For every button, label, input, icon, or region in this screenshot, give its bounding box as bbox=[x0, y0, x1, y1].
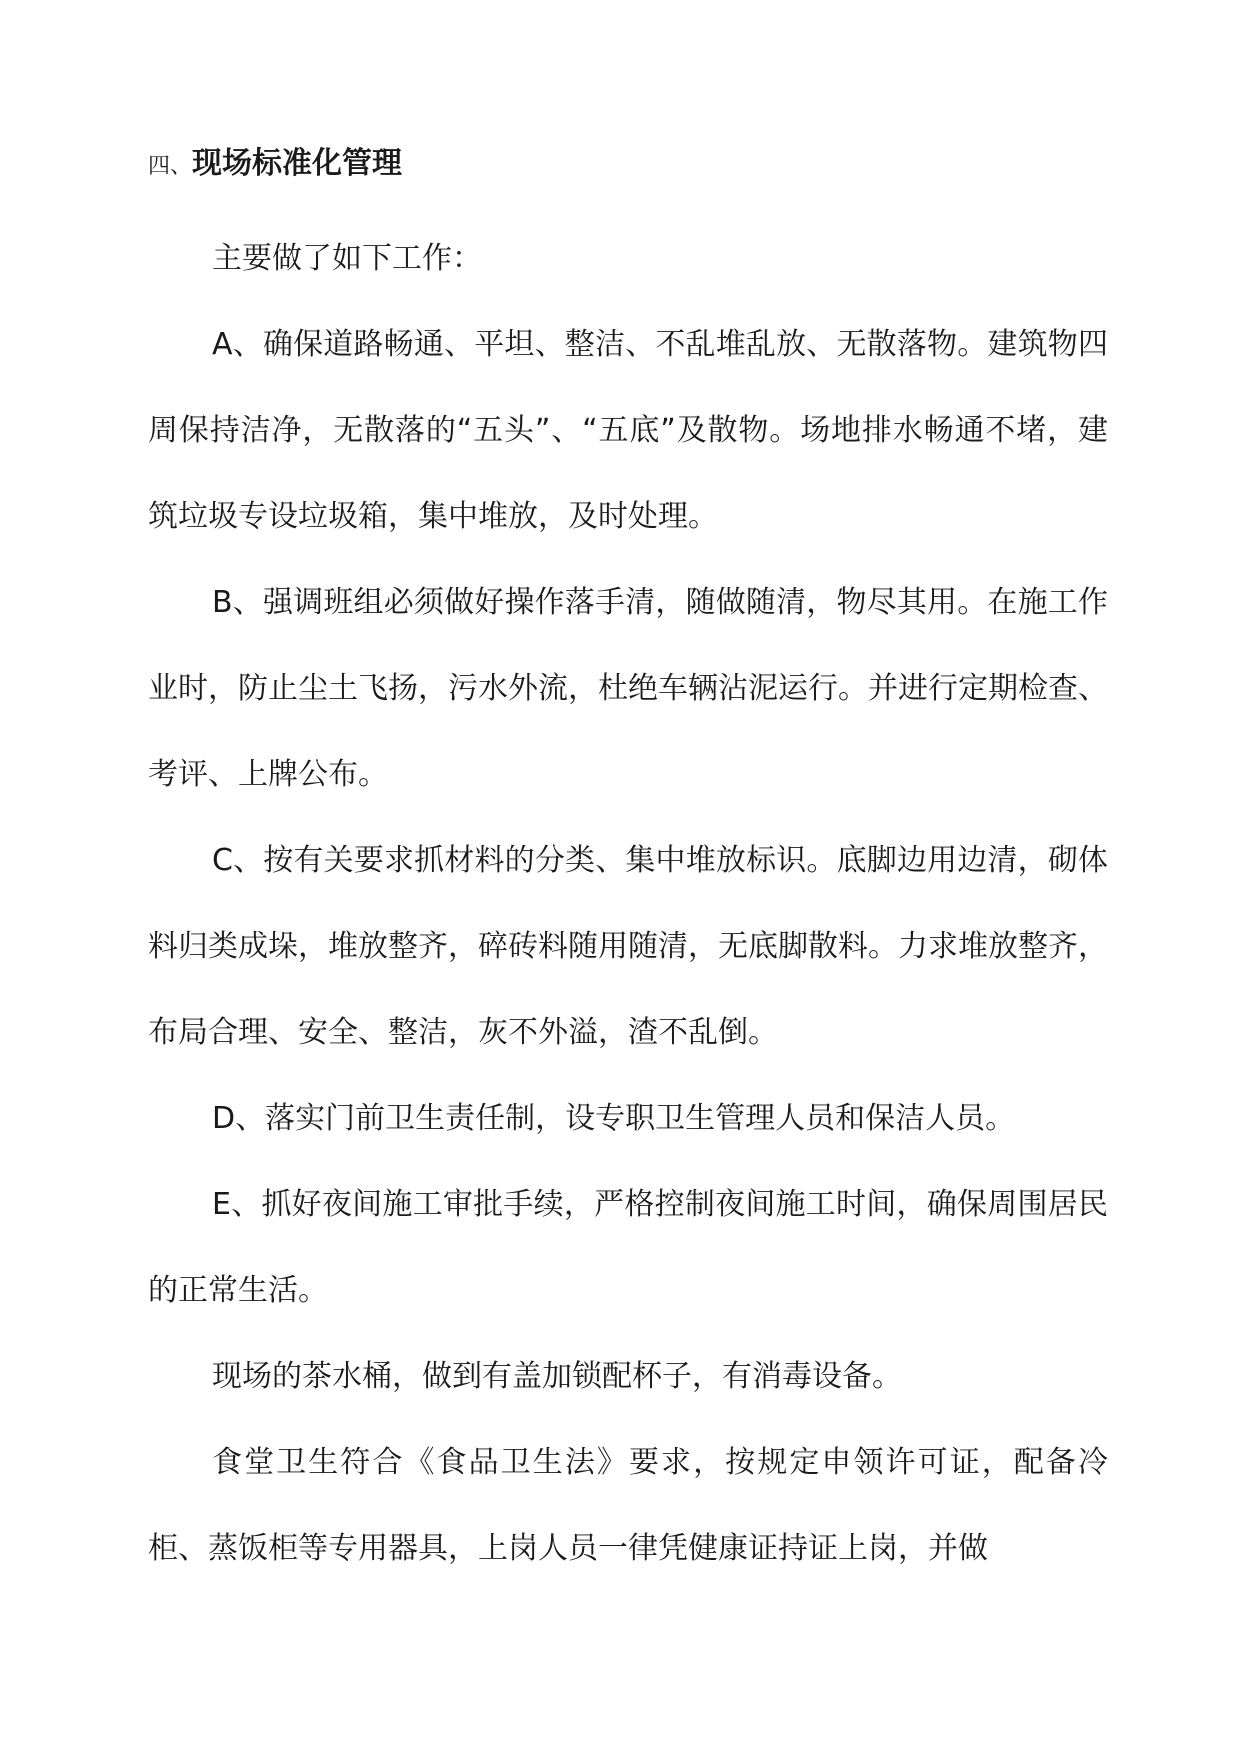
section-number: 四、 bbox=[148, 154, 193, 179]
paragraph-item-a: A、确保道路畅通、平坦、整洁、不乱堆乱放、无散落物。建筑物四周保持洁净，无散落的“五头”、“五底”及散物。场地排水畅通不堵，建筑垃圾专设垃圾箱，集中堆放，及时处理。 bbox=[148, 327, 1108, 534]
paragraph-item-c: C、按有关要求抓材料的分类、集中堆放标识。底脚边用边清，砌体料归类成垛，堆放整齐，碎砖料随用随清，无底脚散料。力求堆放整齐，布局合理、安全、整洁，灰不外溢，渣不乱倒。 bbox=[148, 843, 1108, 1050]
paragraph-canteen: 食堂卫生符合《食品卫生法》要求，按规定申领许可证，配备冷柜、蒸饭柜等专用器具，上岗人员一律凭健康证持证上岗，并做 bbox=[148, 1445, 1108, 1566]
paragraph-intro: 主要做了如下工作： bbox=[212, 241, 482, 276]
paragraph-item-b: B、强调班组必须做好操作落手清，随做随清，物尽其用。在施工作业时，防止尘土飞扬，污水外流，杜绝车辆沾泥运行。并进行定期检查、考评、上牌公布。 bbox=[148, 585, 1108, 792]
section-title: 现场标准化管理 bbox=[192, 146, 403, 181]
section-heading bbox=[148, 142, 402, 189]
paragraph-tea-bucket: 现场的茶水桶，做到有盖加锁配杯子，有消毒设备。 bbox=[212, 1359, 902, 1394]
paragraph-item-d: D、落实门前卫生责任制，设专职卫生管理人员和保洁人员。 bbox=[212, 1101, 1016, 1136]
body-text bbox=[148, 216, 1108, 1592]
paragraph-item-e: E、抓好夜间施工审批手续，严格控制夜间施工时间，确保周围居民的正常生活。 bbox=[148, 1187, 1108, 1308]
